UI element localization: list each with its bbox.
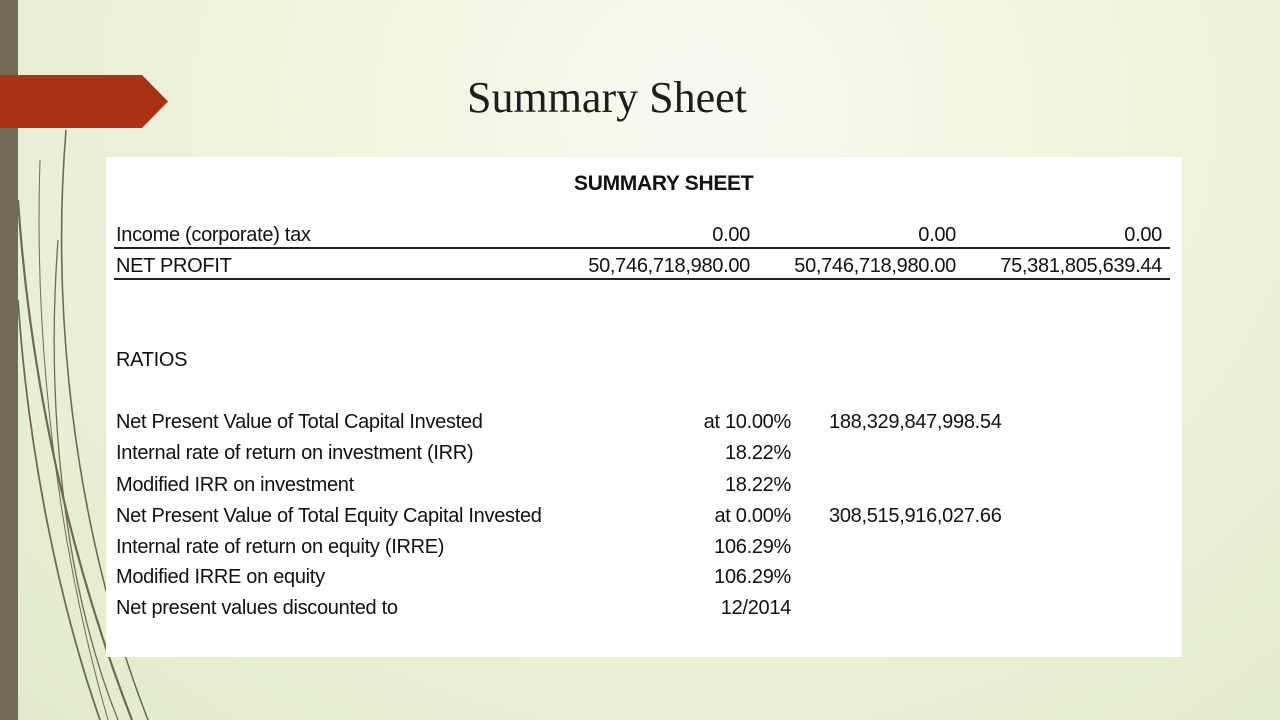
ratios-heading: RATIOS xyxy=(116,349,188,371)
divider-line xyxy=(114,247,1170,249)
tax-value-1: 0.00 xyxy=(712,224,750,246)
summary-sheet-table xyxy=(106,157,1182,657)
ratio-value: at 0.00% xyxy=(714,505,791,527)
ratio-label: Internal rate of return on equity (IRRE) xyxy=(116,536,445,558)
ratio-value: 18.22% xyxy=(724,442,791,464)
title-accent-arrow xyxy=(0,75,168,128)
ratio-label: Net present values discounted to xyxy=(116,597,398,619)
tax-value-2: 0.00 xyxy=(918,224,956,246)
ratio-label: Modified IRRE on equity xyxy=(116,566,325,588)
profit-value-2: 50,746,718,980.00 xyxy=(794,255,956,277)
ratio-value: at 10.00% xyxy=(703,411,791,433)
sheet-title: SUMMARY SHEET xyxy=(574,172,754,195)
profit-value-3: 75,381,805,639.44 xyxy=(1000,255,1162,277)
ratio-extra-value: 188,329,847,998.54 xyxy=(829,411,1002,433)
ratio-label: Internal rate of return on investment (IRR) xyxy=(116,442,474,464)
tax-value-3: 0.00 xyxy=(1124,224,1162,246)
ratio-extra-value: 308,515,916,027.66 xyxy=(829,505,1002,527)
ratio-label: Net Present Value of Total Equity Capital Invested xyxy=(116,505,542,527)
ratio-label: Net Present Value of Total Capital Invested xyxy=(116,411,483,433)
slide-title: Summary Sheet xyxy=(467,73,747,122)
profit-value-1: 50,746,718,980.00 xyxy=(588,255,750,277)
tax-row-label: Income (corporate) tax xyxy=(116,224,311,246)
ratio-value: 106.29% xyxy=(714,536,791,558)
ratio-value: 106.29% xyxy=(714,566,791,588)
profit-row-label: NET PROFIT xyxy=(116,255,232,277)
ratio-value: 18.22% xyxy=(724,474,791,496)
ratio-value: 12/2014 xyxy=(720,597,791,619)
divider-line xyxy=(114,278,1170,280)
ratio-label: Modified IRR on investment xyxy=(116,474,354,496)
